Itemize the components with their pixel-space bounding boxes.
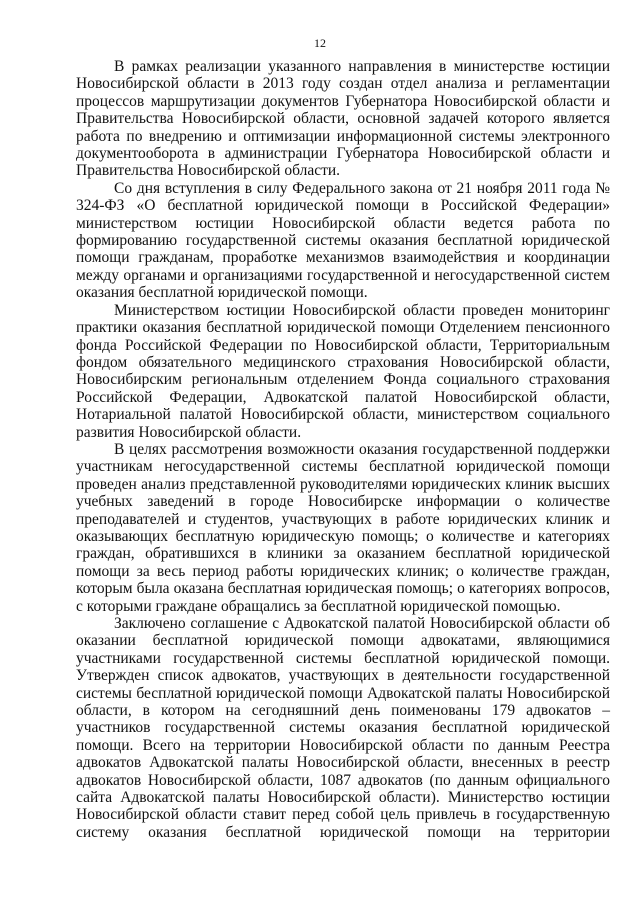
- document-body: [76, 58, 610, 841]
- paragraph-2: Со дня вступления в силу Федерального закона от 21 ноября 2011 года № 324-ФЗ «О бесплатной юридической помощи в Российской Федерации» министерством юстиции Новосибирской области ведется работа по формированию государственной системы оказания бесплатной юридической помощи гражданам, проработке механизмов взаимодействия и координации между органами и организациями государственной и негосударственной систем оказания бесплатной юридической помощи.: [76, 179, 610, 302]
- paragraph-5: Заключено соглашение с Адвокатской палатой Новосибирской области об оказании бесплатной юридической помощи адвокатами, являющимися участниками государственной системы бесплатной юридической помощи. Утвержден список адвокатов, участвующих в деятельности государственной системы бесплатной юридической помощи Адвокатской палаты Новосибирской области, в котором на сегодняшний день поименованы 179 адвокатов – участников государственной системы оказания бесплатной юридической помощи. Всего на территории Новосибирской области по данным Реестра адвокатов Адвокатской палаты Новосибирской области, внесенных в реестр адвокатов Новосибирской области, 1087 адвокатов (по данным официального сайта Адвокатской палаты Новосибирской области). Министерство юстиции Новосибирской области ставит перед собой цель привлечь в государственную систему оказания бесплатной юридической помощи на территории: [76, 615, 610, 841]
- paragraph-4: В целях рассмотрения возможности оказания государственной поддержки участникам негосударственной системы бесплатной юридической помощи проведен анализ представленной руководителями юридических клиник высших учебных заведений в городе Новосибирске информации о количестве преподавателей и студентов, участвующих в работе юридических клиник и оказывающих бесплатную юридическую помощь; о количестве и категориях граждан, обратившихся в клиники за оказанием бесплатной юридической помощи за весь период работы юридических клиник; о количестве граждан, которым была оказана бесплатная юридическая помощь; о категориях вопросов, с которыми граждане обращались за бесплатной юридической помощью.: [76, 440, 610, 615]
- paragraph-1: В рамках реализации указанного направления в министерстве юстиции Новосибирской области в 2013 году создан отдел анализа и регламентации процессов маршрутизации документов Губернатора Новосибирской области и Правительства Новосибирской области, основной задачей которого является работа по внедрению и оптимизации информационной системы электронного документооборота в администрации Губернатора Новосибирской области и Правительства Новосибирской области.: [76, 58, 610, 180]
- page-number: 12: [314, 36, 326, 50]
- paragraph-3: Министерством юстиции Новосибирской области проведен мониторинг практики оказания бесплатной юридической помощи Отделением пенсионного фонда Российской Федерации по Новосибирской области, Территориальным фондом обязательного медицинского страхования Новосибирской области, Новосибирским региональным отделением Фонда социального страхования Российской Федерации, Адвокатской палатой Новосибирской области, Нотариальной палатой Новосибирской области, министерством социального развития Новосибирской области.: [76, 301, 610, 441]
